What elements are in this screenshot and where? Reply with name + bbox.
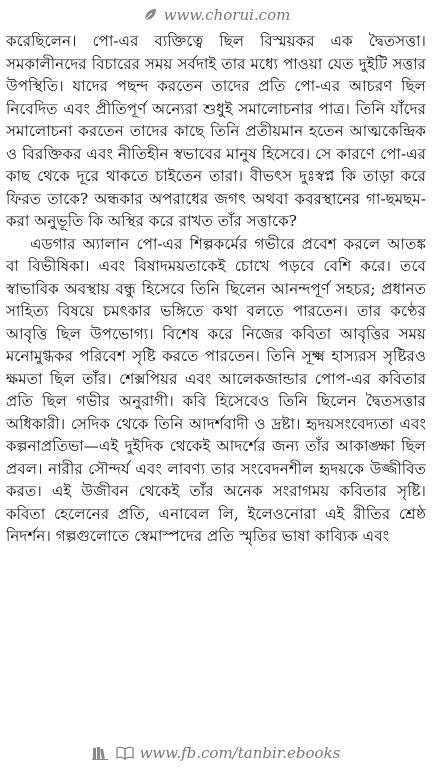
header-site-url[interactable]: www.chorui.com — [163, 6, 291, 24]
open-book-icon — [116, 746, 134, 760]
paragraph-2: এডগার অ্যালান পো-এর শিল্পকর্মের গভীরে প্রবেশ করলে আতঙ্ক বা বিভীষিকা। এবং বিষাদময়তাকেই চোখে পড়বে বেশি করে। তবে স্বাভাবিক অবস্থায় বন্ধু হিসেবে তিনি ছিলেন আনন্দপূর্ণ সহচর; প্রধানত সাহিত্য বিষয়ে চমৎকার ভঙ্গিতে কথা বলতে পারতেন। তার কণ্ঠের আবৃত্তি ছিল উপভোগ্য। বিশেষ করে নিজের কবিতা আবৃত্তির সময় মনোমুগ্ধকর পরিবেশ সৃষ্টি করতে পারতেন। তিনি সূক্ষ্ম হাস্যরস সৃষ্টিরও ক্ষমতা ছিল তাঁর। শেক্সপিয়র এবং আলেকজান্ডার পোপ-এর কবিতার প্রতি ছিল গভীর অনুরাগী। কবি হিসেবেও তিনি ছিলেন দ্বৈতসত্তার অধিকারী। সেদিক থেকে তিনি আদর্শবাদী ও দ্রষ্টা। হৃদয়সংবেদ্যতা এবং কল্পনাপ্রতিভা—এই দুইদিক থেকেই আদর্শের জন্য তাঁর আকাঙ্ক্ষা ছিল প্রবল। নারীর সৌন্দর্য এবং লাবণ্য তার সংবেদনশীল হৃদয়কে উজ্জীবিত করত। এই উজীবন থেকেই তাঁর অনেক সংরাগময় কবিতার সৃষ্টি। কবিতা হেলেনের প্রতি, এনাবেল লি, ইলেওনোরা এই রীতির শ্রেষ্ঠ নিদর্শন। গল্পগুলোতে স্বেমাস্পদের প্রতি স্মৃতির ভাষা কাব্যিক এবং — [6, 234, 426, 545]
books-icon — [92, 746, 110, 760]
footer-site-url[interactable]: www.fb.com/tanbir.ebooks — [139, 744, 341, 762]
leaf-icon — [142, 7, 158, 23]
page-header — [0, 4, 432, 26]
page-footer — [0, 742, 432, 764]
paragraph-1: করেছিলেন। পো-এর ব্যক্তিত্বে ছিল বিস্ময়কর এক দ্বৈতসত্তা। সমকালীনদের বিচারের সময় সর্বদাই তার মধ্যে পাওয়া যেত দুইটি সত্তার উপস্থিতি। যাদের পছন্দ করতেন তাদের প্রতি পো-এর আচরণ ছিল নিবেদিত এবং প্রীতিপূর্ণ অন্যেরা শুধুই সমালোচনার পাত্র। তিনি যাঁদের সমালোচনা করতেন তাদের কাছে তিনি প্রতীয়মান হতেন আত্মকেন্দ্রিক ও বিরক্তিকর এবং নীতিহীন স্বভাবের মানুষ হিসেবে। সে কারণে পো-এর কাছ থেকে দূরে থাকতে চাইতেন তারা। বীভৎস দুঃস্বপ্ন কি তাড়া করে ফিরত তাকে? অন্ধকার অপরাধের জগৎ অথবা কবরস্থানের গা-ছমছম-করা অনুভূতি কি অস্থির করে রাখত তাঁর সত্তাকে? — [6, 32, 426, 230]
page-body — [6, 30, 426, 738]
